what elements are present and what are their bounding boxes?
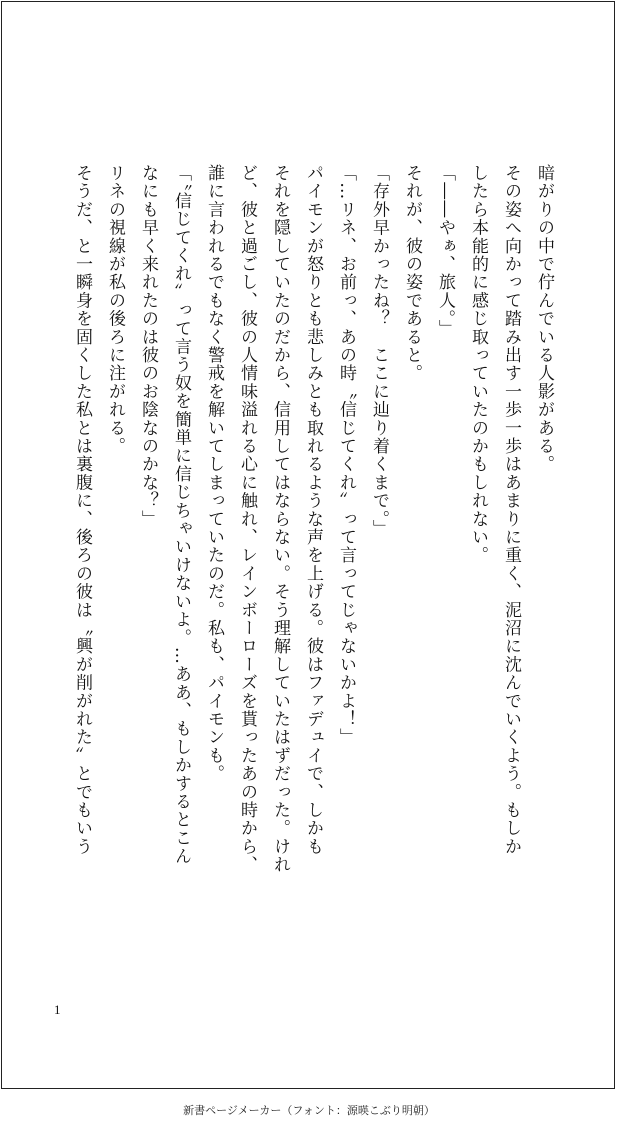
text-line-13: なにも早く来れたのは彼のお陰なのかな？」 (138, 164, 158, 528)
text-line-4: 「――やぁ、旅人。」 (435, 164, 455, 338)
text-line-3: したら本能的に感じ取っていたのかもしれない。 (468, 164, 488, 565)
footer-caption: 新書ページメーカー（フォント：源暎こぶり明朝） (183, 1104, 435, 1117)
text-line-5: それが、彼の姿であると。 (402, 164, 422, 383)
text-line-7: 「…リネ、お前っ、あの時〝信じてくれ〟って言ってじゃないかよ！」 (336, 164, 356, 747)
text-line-11: 誰に言われるでもなく警戒を解いてしまっていたのだ。私も、パイモンも。 (204, 164, 224, 783)
text-line-15: そうだ、と一瞬身を固くした私とは裏腹に、後ろの彼は〝興が削がれた〟とでもいう (72, 164, 92, 856)
text-line-2: その姿へ向かって踏み出す一歩一歩はあまりに重く、泥沼に沈んでいくよう。もしか (501, 164, 521, 856)
vertical-text-body (60, 164, 560, 904)
text-line-10: ど、彼と過ごし、彼の人情味溢れる心に触れ、レインボーローズを貰ったあの時から、 (237, 164, 257, 874)
text-line-9: それを隠していたのだから、信用してはならない。そう理解していたはずだった。けれ (270, 164, 290, 874)
text-line-12: 「〝信じてくれ〟って言う奴を簡単に信じちゃいけないよ。…ああ、もしかするとこん (171, 164, 191, 866)
text-line-8: パイモンが怒りとも悲しみとも取れるような声を上げる。彼はファデュイで、しかも (303, 164, 323, 856)
page-frame (1, 1, 615, 1089)
page-number: 1 (54, 1002, 61, 1017)
text-line-14: リネの視線が私の後ろに注がれる。 (105, 164, 125, 456)
text-line-6: 「存外早かったね？ ここに辿り着くまで。」 (369, 164, 389, 538)
text-line-1: 暗がりの中で佇んでいる人影がある。 (534, 164, 554, 474)
